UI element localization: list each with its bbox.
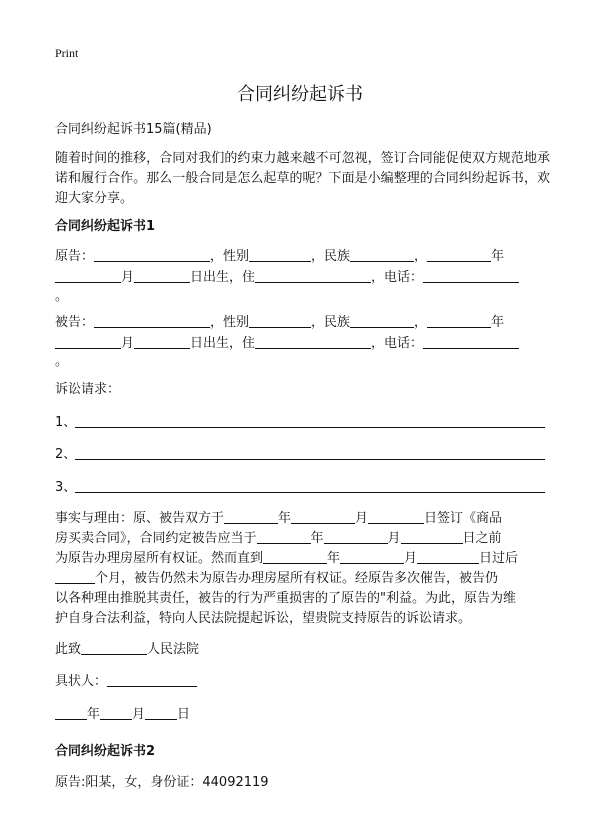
defendant-year-blank[interactable] bbox=[427, 313, 491, 328]
court-blank[interactable] bbox=[81, 640, 147, 655]
claim-number: 3、 bbox=[55, 480, 77, 495]
signer-label: 具状人： bbox=[55, 674, 108, 689]
plaintiff-line2 bbox=[55, 268, 550, 288]
plaintiff-day-blank[interactable] bbox=[134, 268, 190, 283]
month-label: 月 bbox=[132, 707, 146, 722]
plaintiff-gender-blank[interactable] bbox=[249, 247, 311, 262]
plaintiff-label: 原告： bbox=[55, 249, 95, 264]
plaintiff-year-blank[interactable] bbox=[427, 247, 491, 262]
defendant-gender-blank[interactable] bbox=[249, 313, 311, 328]
section1-heading: 合同纠纷起诉书1 bbox=[55, 219, 156, 234]
signer-blank[interactable] bbox=[107, 672, 197, 687]
facts-text: 房买卖合同》，合同约定被告应当于 bbox=[55, 531, 257, 546]
ethnicity-label: ，民族 bbox=[311, 249, 351, 264]
year-label: 年 bbox=[310, 531, 324, 546]
claims-label: 诉讼请求： bbox=[55, 382, 121, 397]
facts-text: 日之前 bbox=[462, 531, 502, 546]
claim-row-3 bbox=[55, 478, 550, 498]
facts-text: 个月，被告仍然未为原告办理房屋所有权证。经原告多次催告，被告仍 bbox=[95, 571, 499, 586]
claim-number: 2、 bbox=[55, 447, 77, 462]
claim-number: 1、 bbox=[55, 415, 77, 430]
gender-label: ，性别 bbox=[210, 249, 250, 264]
facts-text: 日过后 bbox=[479, 551, 519, 566]
plaintiff-phone-blank[interactable] bbox=[423, 268, 519, 283]
defendant-end: 。 bbox=[55, 354, 69, 369]
print-link[interactable]: Print bbox=[55, 46, 79, 60]
year-label: 年 bbox=[278, 511, 292, 526]
claim-row-2 bbox=[55, 445, 550, 465]
defendant-day-blank[interactable] bbox=[134, 334, 190, 349]
facts-text: 为原告办理房屋所有权证。然而直到 bbox=[55, 551, 264, 566]
birth-label: 日出生，住 bbox=[190, 270, 256, 285]
plaintiff-address-blank[interactable] bbox=[255, 268, 371, 283]
year-label: 年 bbox=[491, 249, 505, 264]
defendant-line1 bbox=[55, 313, 550, 333]
sign-month-blank[interactable] bbox=[291, 509, 355, 524]
court-line bbox=[55, 640, 550, 660]
plaintiff-month-blank[interactable] bbox=[55, 268, 121, 283]
facts-line3 bbox=[55, 549, 550, 569]
claim-blank[interactable] bbox=[75, 413, 545, 428]
claim-blank[interactable] bbox=[75, 478, 545, 493]
phone-label: ，电话： bbox=[371, 336, 424, 351]
facts-text: 事实与理由：原、被告双方于 bbox=[55, 511, 225, 526]
birth-label: 日出生，住 bbox=[190, 336, 256, 351]
court-suffix: 人民法院 bbox=[147, 642, 200, 657]
facts-text: 日签订《商品 bbox=[424, 511, 503, 526]
claim-blank[interactable] bbox=[75, 445, 545, 460]
intro-paragraph: 随着时间的推移，合同对我们的约束力越来越不可忽视，签订合同能促使双方规范地承诺和履行合作。那么一般合同是怎么起草的呢？下面是小编整理的合同纠纷起诉书，欢迎大家分享。 bbox=[55, 151, 550, 206]
phone-label: ，电话： bbox=[371, 270, 424, 285]
facts-line2 bbox=[55, 529, 550, 549]
page-title: 合同纠纷起诉书 bbox=[237, 84, 363, 105]
due-day-blank[interactable] bbox=[401, 529, 463, 544]
date-line bbox=[55, 705, 550, 725]
plaintiff-line1 bbox=[55, 247, 550, 267]
ethnicity-label: ，民族 bbox=[311, 315, 351, 330]
plaintiff-ethnicity-blank[interactable] bbox=[350, 247, 414, 262]
defendant-name-blank[interactable] bbox=[94, 313, 210, 328]
plaintiff-end: 。 bbox=[55, 289, 69, 304]
defendant-line2 bbox=[55, 334, 550, 354]
facts-line6: 护自身合法利益，特向人民法院提起诉讼，望贵院支持原告的诉讼请求。 bbox=[55, 611, 472, 626]
facts-line5: 以各种理由推脱其责任，被告的行为严重损害的了原告的"利益。为此，原告为维 bbox=[55, 591, 516, 606]
due-year-blank[interactable] bbox=[257, 529, 311, 544]
month-label: 月 bbox=[404, 551, 418, 566]
plaintiff-name-blank[interactable] bbox=[94, 247, 210, 262]
defendant-ethnicity-blank[interactable] bbox=[350, 313, 414, 328]
year-label: 年 bbox=[87, 707, 101, 722]
defendant-month-blank[interactable] bbox=[55, 334, 121, 349]
sign-year-blank[interactable] bbox=[224, 509, 278, 524]
month-label: 月 bbox=[387, 531, 401, 546]
due-month-blank[interactable] bbox=[324, 529, 388, 544]
court-prefix: 此致 bbox=[55, 642, 82, 657]
comma: ， bbox=[414, 315, 428, 330]
section2-line1: 原告:阳某，女，身份证：44092119 bbox=[55, 775, 269, 790]
facts-line1 bbox=[55, 509, 550, 529]
month-label: 月 bbox=[121, 336, 135, 351]
date-month-blank[interactable] bbox=[100, 705, 132, 720]
until-year-blank[interactable] bbox=[263, 549, 327, 564]
defendant-label: 被告： bbox=[55, 315, 95, 330]
signer-line bbox=[55, 672, 550, 692]
claim-row-1 bbox=[55, 413, 550, 433]
section2-heading: 合同纠纷起诉书2 bbox=[55, 744, 156, 759]
day-label: 日 bbox=[177, 707, 191, 722]
sign-day-blank[interactable] bbox=[368, 509, 424, 524]
comma: ， bbox=[414, 249, 428, 264]
date-year-blank[interactable] bbox=[55, 705, 87, 720]
defendant-phone-blank[interactable] bbox=[423, 334, 519, 349]
until-day-blank[interactable] bbox=[417, 549, 479, 564]
months-blank[interactable] bbox=[55, 569, 95, 584]
year-label: 年 bbox=[491, 315, 505, 330]
month-label: 月 bbox=[355, 511, 369, 526]
facts-line4 bbox=[55, 569, 550, 589]
defendant-address-blank[interactable] bbox=[255, 334, 371, 349]
gender-label: ，性别 bbox=[210, 315, 250, 330]
subtitle: 合同纠纷起诉书15篇(精品) bbox=[55, 122, 212, 137]
month-label: 月 bbox=[121, 270, 135, 285]
year-label: 年 bbox=[327, 551, 341, 566]
until-month-blank[interactable] bbox=[340, 549, 404, 564]
date-day-blank[interactable] bbox=[145, 705, 177, 720]
